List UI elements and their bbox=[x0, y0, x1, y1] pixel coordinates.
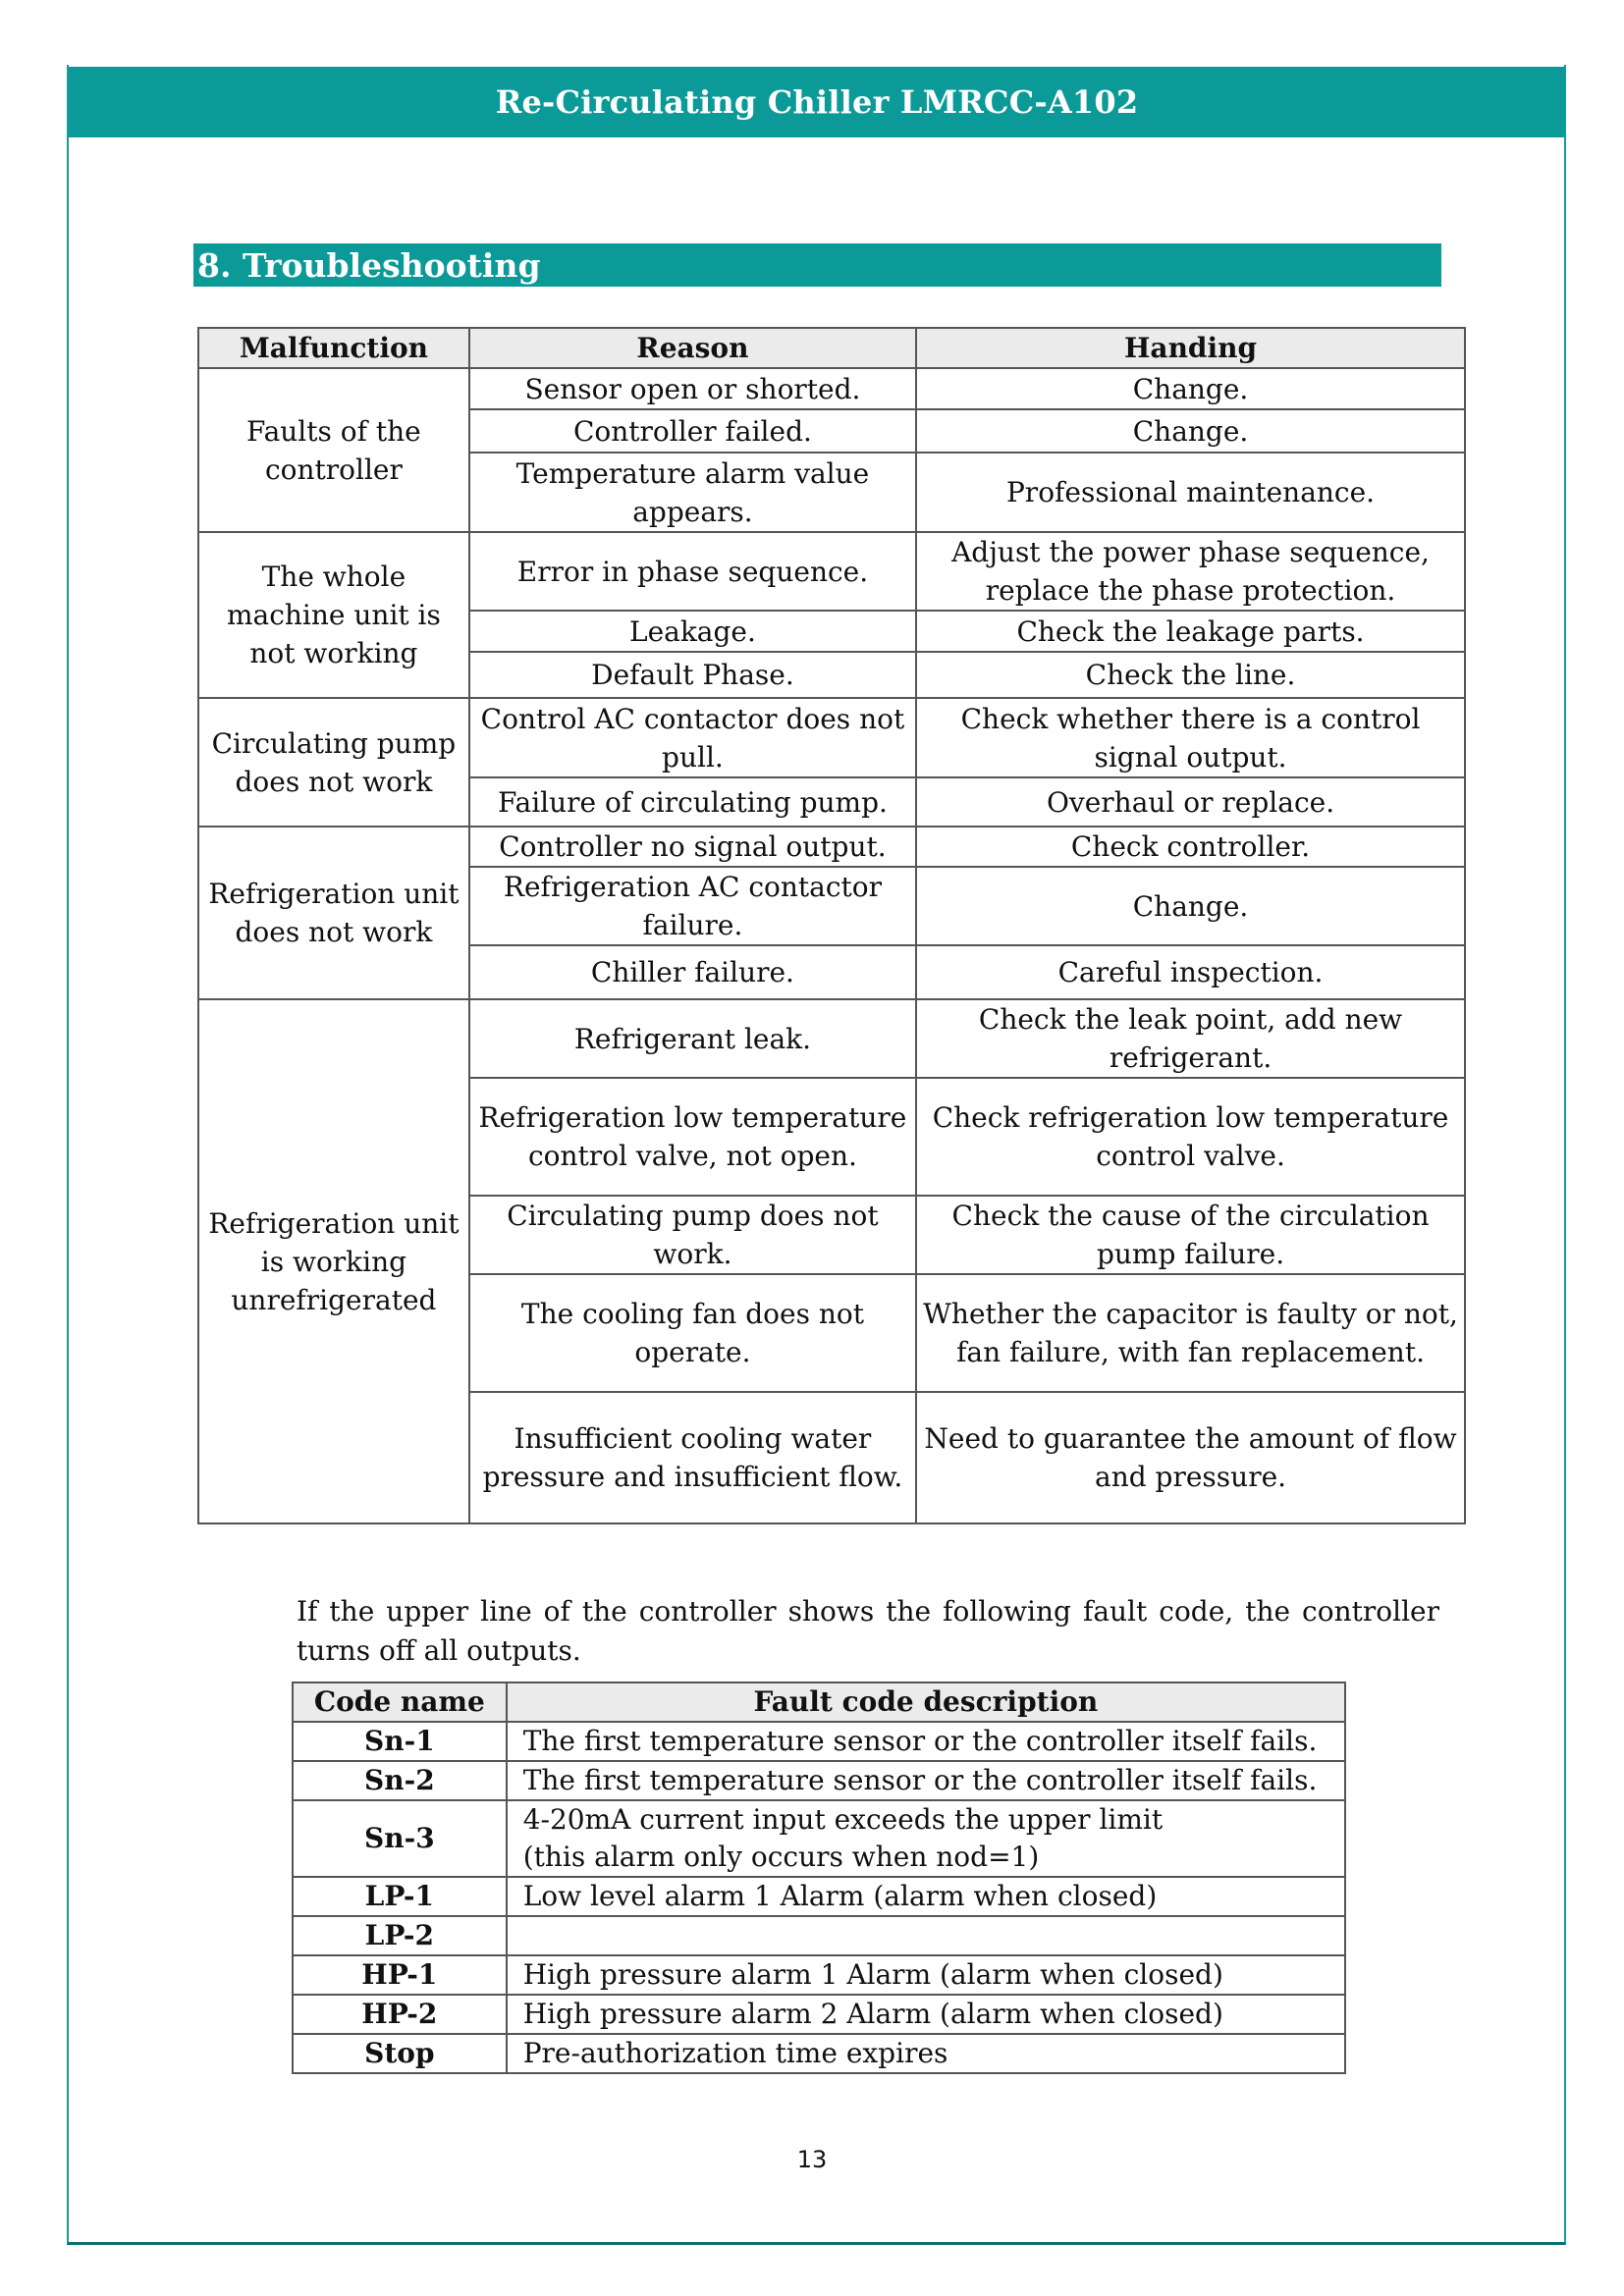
handling-cell: Careful inspection. bbox=[916, 945, 1465, 999]
reason-cell: Error in phase sequence. bbox=[469, 532, 916, 611]
reason-cell: Leakage. bbox=[469, 611, 916, 652]
malfunction-cell: The whole machine unit is not working bbox=[198, 532, 469, 698]
fault-code: Sn-2 bbox=[293, 1761, 507, 1800]
column-header-malfunction: Malfunction bbox=[198, 328, 469, 368]
table-row bbox=[293, 1722, 1345, 1761]
fault-description bbox=[507, 2034, 1345, 2073]
description-line: The first temperature sensor or the controller itself fails. bbox=[522, 1725, 1318, 1757]
fault-description bbox=[507, 1916, 1345, 1955]
reason-cell: Sensor open or shorted. bbox=[469, 368, 916, 409]
table-row bbox=[293, 1877, 1345, 1916]
handling-cell: Check controller. bbox=[916, 827, 1465, 867]
fault-code: HP-2 bbox=[293, 1995, 507, 2034]
fault-description bbox=[507, 1877, 1345, 1916]
malfunction-cell: Faults of the controller bbox=[198, 368, 469, 532]
malfunction-cell: Refrigeration unit does not work bbox=[198, 827, 469, 999]
handling-cell: Whether the capacitor is faulty or not, fan failure, with fan replacement. bbox=[916, 1274, 1465, 1392]
reason-cell: Default Phase. bbox=[469, 652, 916, 698]
description-line: The first temperature sensor or the controller itself fails. bbox=[522, 1764, 1318, 1796]
handling-cell: Check the leak point, add new refrigerant. bbox=[916, 999, 1465, 1078]
reason-cell: Chiller failure. bbox=[469, 945, 916, 999]
fault-description bbox=[507, 1722, 1345, 1761]
document-title: Re-Circulating Chiller LMRCC-A102 bbox=[495, 83, 1139, 121]
handling-cell: Need to guarantee the amount of flow and pressure. bbox=[916, 1392, 1465, 1523]
description-line: Pre-authorization time expires bbox=[522, 2037, 948, 2069]
reason-cell: Control AC contactor does not pull. bbox=[469, 698, 916, 777]
handling-cell: Adjust the power phase sequence, replace the phase protection. bbox=[916, 532, 1465, 611]
table-row bbox=[293, 1800, 1345, 1877]
fault-code: LP-1 bbox=[293, 1877, 507, 1916]
handling-cell: Overhaul or replace. bbox=[916, 777, 1465, 827]
table-row bbox=[293, 1761, 1345, 1800]
handling-cell: Check whether there is a control signal output. bbox=[916, 698, 1465, 777]
description-line: High pressure alarm 2 Alarm (alarm when closed) bbox=[522, 1998, 1223, 2030]
reason-cell: The cooling fan does not operate. bbox=[469, 1274, 916, 1392]
reason-cell: Insufficient cooling water pressure and insufficient flow. bbox=[469, 1392, 916, 1523]
fault-description bbox=[507, 1995, 1345, 2034]
troubleshooting-table bbox=[197, 327, 1466, 1524]
table-row bbox=[293, 1995, 1345, 2034]
fault-code-table bbox=[292, 1682, 1346, 2074]
column-header-code-name: Code name bbox=[293, 1682, 507, 1722]
reason-cell: Circulating pump does not work. bbox=[469, 1196, 916, 1274]
column-header-fault-description: Fault code description bbox=[507, 1682, 1345, 1722]
fault-description bbox=[507, 1761, 1345, 1800]
table-row bbox=[198, 532, 1465, 611]
document-header bbox=[69, 67, 1565, 137]
fault-code-intro: If the upper line of the controller shows the following fault code, the controller turns off all outputs. bbox=[297, 1595, 1439, 1667]
table-header-row bbox=[198, 328, 1465, 368]
fault-code: HP-1 bbox=[293, 1955, 507, 1995]
handling-cell: Professional maintenance. bbox=[916, 453, 1465, 532]
handling-cell: Check refrigeration low temperature control valve. bbox=[916, 1078, 1465, 1196]
section-heading bbox=[193, 243, 1441, 287]
table-row bbox=[198, 827, 1465, 867]
fault-code: Sn-1 bbox=[293, 1722, 507, 1761]
reason-cell: Refrigeration AC contactor failure. bbox=[469, 867, 916, 945]
fault-code: Stop bbox=[293, 2034, 507, 2073]
reason-cell: Failure of circulating pump. bbox=[469, 777, 916, 827]
fault-description bbox=[507, 1955, 1345, 1995]
reason-cell: Temperature alarm value appears. bbox=[469, 453, 916, 532]
reason-cell: Refrigeration low temperature control valve, not open. bbox=[469, 1078, 916, 1196]
table-row bbox=[293, 2034, 1345, 2073]
description-line: (this alarm only occurs when nod=1) bbox=[522, 1841, 1040, 1873]
fault-code: LP-2 bbox=[293, 1916, 507, 1955]
column-header-reason: Reason bbox=[469, 328, 916, 368]
handling-cell: Check the cause of the circulation pump failure. bbox=[916, 1196, 1465, 1274]
fault-code: Sn-3 bbox=[293, 1800, 507, 1877]
description-line: High pressure alarm 1 Alarm (alarm when closed) bbox=[522, 1958, 1223, 1991]
handling-cell: Change. bbox=[916, 409, 1465, 453]
table-row bbox=[293, 1916, 1345, 1955]
description-line: 4-20mA current input exceeds the upper limit bbox=[522, 1803, 1164, 1836]
table-header-row bbox=[293, 1682, 1345, 1722]
section-title: 8. Troubleshooting bbox=[197, 245, 541, 285]
malfunction-cell: Refrigeration unit is working unrefrigerated bbox=[198, 999, 469, 1523]
reason-cell: Refrigerant leak. bbox=[469, 999, 916, 1078]
table-row bbox=[198, 698, 1465, 777]
table-row bbox=[198, 999, 1465, 1078]
malfunction-cell: Circulating pump does not work bbox=[198, 698, 469, 827]
handling-cell: Change. bbox=[916, 368, 1465, 409]
handling-cell: Check the line. bbox=[916, 652, 1465, 698]
handling-cell: Change. bbox=[916, 867, 1465, 945]
reason-cell: Controller failed. bbox=[469, 409, 916, 453]
column-header-handing: Handing bbox=[916, 328, 1465, 368]
fault-description bbox=[507, 1800, 1345, 1877]
reason-cell: Controller no signal output. bbox=[469, 827, 916, 867]
page-number: 13 bbox=[796, 2146, 828, 2173]
handling-cell: Check the leakage parts. bbox=[916, 611, 1465, 652]
table-row bbox=[198, 368, 1465, 409]
description-line: Low level alarm 1 Alarm (alarm when closed) bbox=[522, 1880, 1158, 1912]
table-row bbox=[293, 1955, 1345, 1995]
